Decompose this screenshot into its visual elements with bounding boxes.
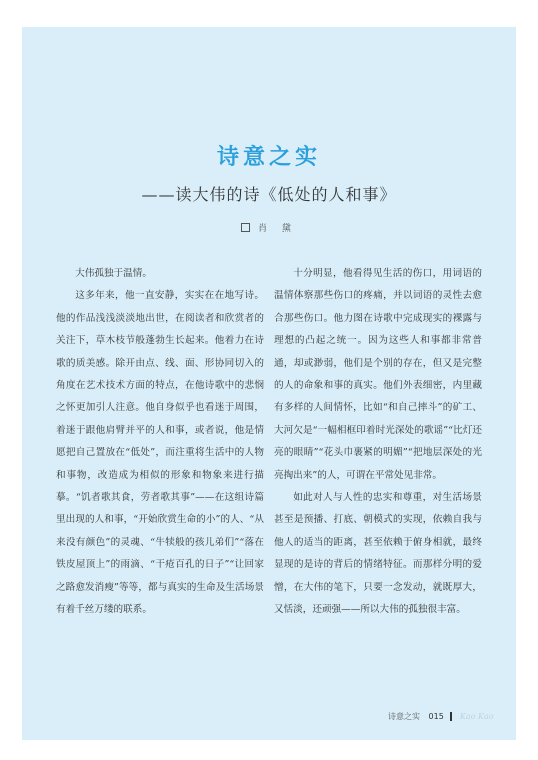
footer-divider: [450, 712, 452, 721]
body-column-right: [274, 263, 482, 622]
paragraph: 十分明显，他看得见生活的伤口，用词语的温情体察那些伤口的疼痛，并以词语的灵性去愈合那些伤口。他力图在诗歌中完成现实的裸露与理想的凸起之统一。因为这些人和事都非常普通，却或渺弱，他们是个别的存在，但又是完整的人的命象和事的真实。他们外表细密，内里藏有多样的人间情怀，比如“和自己摔斗”的矿工、大河欠是“一幅相框印着时光深处的歌谣”“比灯还亮的眼睛”“花头巾裹紧的明媚”“把地层深处的光亮掏出来”的人，可谓在平常处见非常。: [274, 268, 482, 481]
footer-watermark: Kao Kao: [459, 712, 494, 721]
paragraph: 如此对人与人性的忠实和尊重，对生活场景甚至是预播、打底、朝模式的实现，依赖自我与他人的适当的距离，甚至依赖于俯身相就，最终显现的是诗的背后的情绪特征。而那样分明的爱憎，在大伟的笔下，只要一念发动，就既厚大，又恬淡，还顽强——所以大伟的孤独很丰富。: [274, 492, 482, 616]
article-subtitle: ——读大伟的诗《低处的人和事》: [141, 185, 397, 204]
author-name: 肖 黛: [258, 224, 297, 234]
author-line: [0, 221, 538, 234]
article-title: 诗意之实: [216, 144, 321, 170]
author-box-icon: [241, 223, 250, 232]
paragraph: 大伟孤独于温情。: [75, 268, 152, 279]
body-column-left: [56, 263, 264, 622]
page-footer: [388, 711, 494, 722]
footer-section: 诗意之实: [388, 712, 420, 721]
paragraph: 这多年来，他一直安静，实实在在地写诗。他的作品浅浅淡淡地出世，在阅读者和欣赏者的关注下，草木枝节般蓬勃生长起来。他着力在诗歌的质美感。除开由点、线、面、形协同切入的角度在艺术技术方面的特点，在他诗歌中的悲悯之怀更加引人注意。他自身似乎也看迷于周围，着迷于跟他肩臂并平的人和事，或者说，他是情愿把自己置放在“低处”，而注重将生活中的人物和事物，改造成为相似的形象和物象来进行描摹。“饥者歌其食，劳者歌其事”——在这组诗篇里出现的人和事，“开始欣赏生命的小”的人、“从来没有颜色”的灵魂、“牛犊般的孩儿弟们”“落在铁皮屋顶上”的雨滴、“干疮百孔的日子”“让回家之路愈发消瘦”等等，都与真实的生命及生活场景有着千丝万缕的联系。: [56, 290, 264, 616]
page-number: 015: [428, 712, 444, 721]
